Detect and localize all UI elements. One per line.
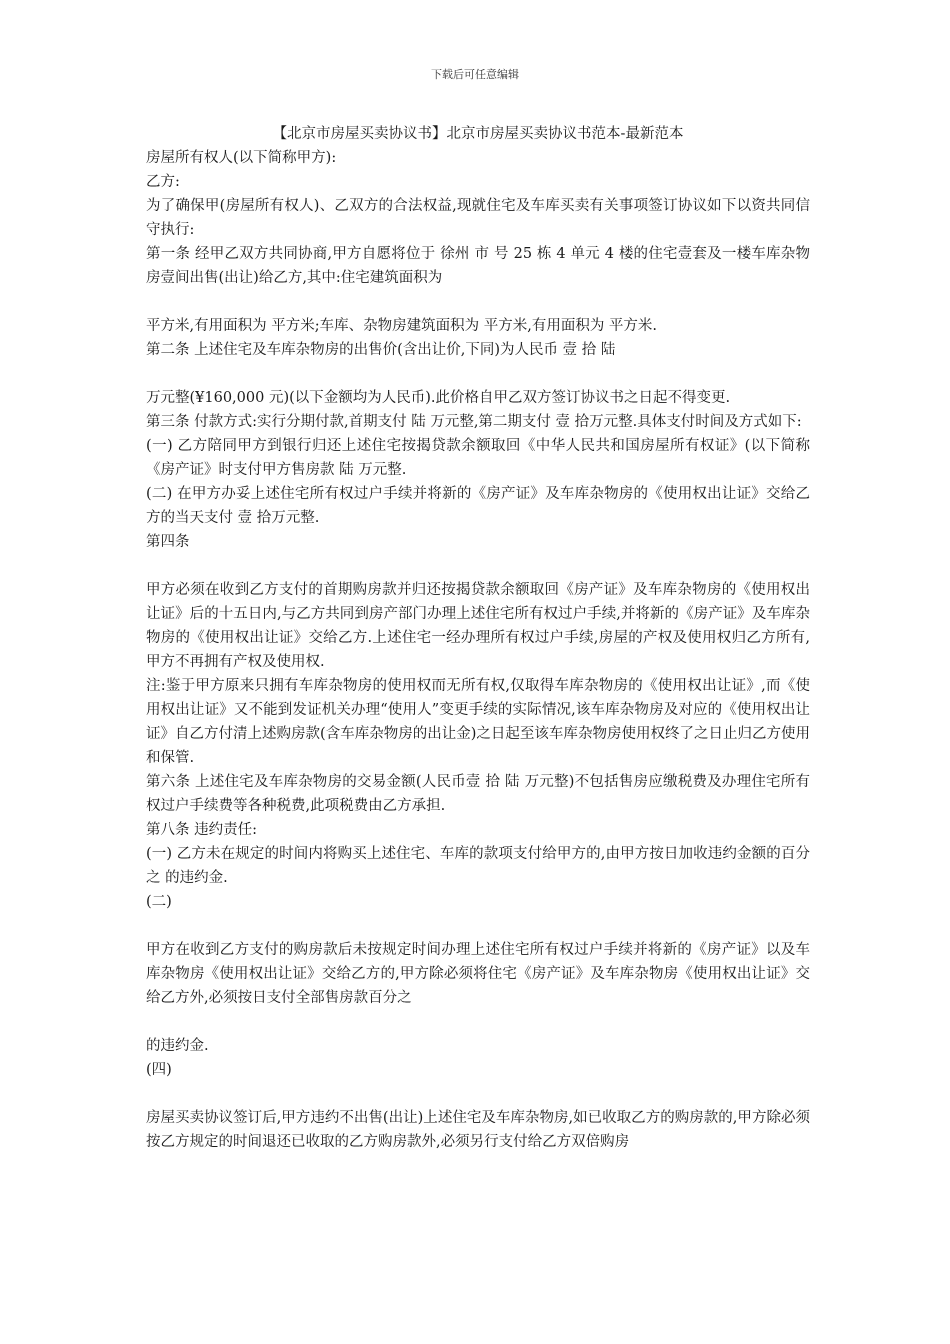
paragraph-spacer xyxy=(146,554,810,578)
paragraph-spacer xyxy=(146,362,810,386)
paragraph: 第二条 上述住宅及车库杂物房的出售价(含出让价,下同)为人民币 壹 拾 陆 xyxy=(146,342,616,358)
paragraph: (一) 乙方陪同甲方到银行归还上述住宅按揭贷款余额取回《中华人民共和国房屋所有权证》(以下简称《房产证》时支付甲方售房款 陆 万元整. xyxy=(146,438,810,478)
paragraph-spacer xyxy=(146,1010,810,1034)
paragraph-list xyxy=(146,146,810,1154)
paragraph: 第三条 付款方式:实行分期付款,首期支付 陆 万元整,第二期支付 壹 拾万元整.具体支付时间及方式如下: xyxy=(146,414,802,430)
paragraph: 房屋所有权人(以下简称甲方): xyxy=(146,150,337,166)
paragraph: 为了确保甲(房屋所有权人)、乙双方的合法权益,现就住宅及车库买卖有关事项签订协议如下以资共同信守执行: xyxy=(146,198,810,238)
page-header-note: 下载后可任意编辑 xyxy=(431,68,519,81)
paragraph: 房屋买卖协议签订后,甲方违约不出售(出让)上述住宅及车库杂物房,如已收取乙方的购房款的,甲方除必须按乙方规定的时间退还已收取的乙方购房款外,必须另行支付给乙方双倍购房 xyxy=(146,1110,810,1150)
paragraph-spacer xyxy=(146,290,810,314)
paragraph: 第八条 违约责任: xyxy=(146,822,257,838)
paragraph: 甲方在收到乙方支付的购房款后未按规定时间办理上述住宅所有权过户手续并将新的《房产证》以及车库杂物房《使用权出让证》交给乙方的,甲方除必须将住宅《房产证》及车库杂物房《使用权出让证》交给乙方外,必须按日支付全部售房款百分之 xyxy=(146,942,810,1006)
paragraph: 注:鉴于甲方原来只拥有车库杂物房的使用权而无所有权,仅取得车库杂物房的《使用权出让证》,而《使用权出让证》又不能到发证机关办理“使用人”变更手续的实际情况,该车库杂物房及对应的《使用权出让证》自乙方付清上述购房款(含车库杂物房的出让金)之日起至该车库杂物房使用权终了之日止归乙方使用和保管. xyxy=(146,678,810,766)
document-body xyxy=(146,122,810,1154)
paragraph: 的违约金. xyxy=(146,1038,209,1054)
paragraph: 万元整(¥160,000 元)(以下金额均为人民币).此价格自甲乙双方签订协议书之日起不得变更. xyxy=(146,390,731,406)
paragraph: (二) xyxy=(146,894,172,910)
paragraph: (四) xyxy=(146,1062,172,1078)
paragraph: (一) 乙方未在规定的时间内将购买上述住宅、车库的款项支付给甲方的,由甲方按日加收违约金额的百分之 的违约金. xyxy=(146,846,810,886)
paragraph: 第六条 上述住宅及车库杂物房的交易金额(人民币壹 拾 陆 万元整)不包括售房应缴税费及办理住宅所有权过户手续费等各种税费,此项税费由乙方承担. xyxy=(146,774,810,814)
paragraph: 第四条 xyxy=(146,534,190,550)
paragraph: 第一条 经甲乙双方共同协商,甲方自愿将位于 徐州 市 号 25 栋 4 单元 4 楼的住宅壹套及一楼车库杂物房壹间出售(出让)给乙方,其中:住宅建筑面积为 xyxy=(146,246,810,286)
paragraph-spacer xyxy=(146,1082,810,1106)
document-title: 【北京市房屋买卖协议书】北京市房屋买卖协议书范本-最新范本 xyxy=(272,126,684,142)
paragraph: 平方米,有用面积为 平方米;车库、杂物房建筑面积为 平方米,有用面积为 平方米. xyxy=(146,318,658,334)
paragraph: 乙方: xyxy=(146,174,180,190)
paragraph: 甲方必须在收到乙方支付的首期购房款并归还按揭贷款余额取回《房产证》及车库杂物房的《使用权出让证》后的十五日内,与乙方共同到房产部门办理上述住宅所有权过户手续,并将新的《房产证》及车库杂物房的《使用权出让证》交给乙方.上述住宅一经办理所有权过户手续,房屋的产权及使用权归乙方所有,甲方不再拥有产权及使用权. xyxy=(146,582,810,670)
paragraph-spacer xyxy=(146,914,810,938)
paragraph: (二) 在甲方办妥上述住宅所有权过户手续并将新的《房产证》及车库杂物房的《使用权出让证》交给乙方的当天支付 壹 拾万元整. xyxy=(146,486,810,526)
